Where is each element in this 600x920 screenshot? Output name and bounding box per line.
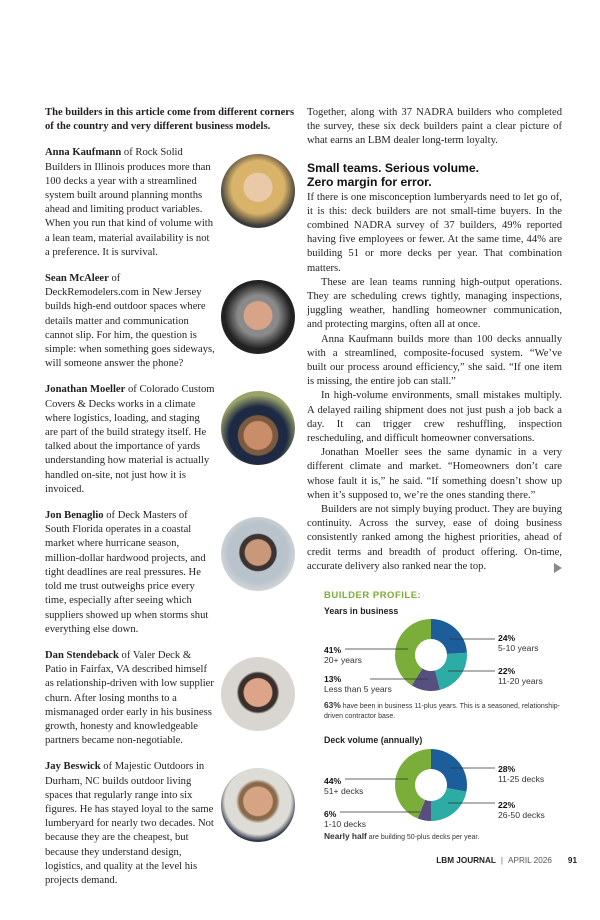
bio-jonathan-moeller — [45, 383, 215, 497]
photo-dan-stendeback — [221, 657, 295, 731]
category: 26-50 decks — [498, 810, 545, 821]
chart-years-in-business — [300, 588, 600, 724]
bio-name: Jon Benaglio — [45, 510, 104, 522]
paragraph: These are lean teams running high-output operations. They are scheduling crews tightly, managing inspections, juggling weather, handling homeowner communication, and protecting margins, often all at once. — [307, 276, 562, 331]
body-text — [307, 191, 562, 574]
chart-title-deck-volume: Deck volume (annually) — [324, 735, 423, 746]
photo-jonathan-moeller — [221, 391, 295, 465]
label-1-10-decks — [324, 809, 366, 829]
bio-text: of Majestic Outdoors in Durham, NC builds outdoor living spaces that regularly range into six figures. He has stayed loyal to the same lumberyard for nearly two decades. Not because they are the cheapest, but because they understand design, logistics, and quality at the level his projects demand. — [45, 761, 214, 886]
pct: 13% — [324, 674, 342, 685]
photo-jon-benaglio — [221, 517, 295, 591]
photo-jay-beswick — [221, 768, 295, 842]
bio-row — [45, 146, 295, 260]
chart-deck-volume — [300, 732, 600, 846]
bio-name: Jonathan Moeller — [45, 384, 126, 396]
bio-name: Anna Kaufmann — [45, 147, 122, 159]
lead-text: Together, along with 37 NADRA builders who completed the survey, these six deck builders paint a clear picture of what earns an LBM dealer long-term loyalty. — [307, 107, 562, 147]
pct: 6% — [324, 809, 337, 820]
category: 11-25 decks — [498, 774, 545, 785]
footer — [307, 856, 577, 865]
bio-sean-mcaleer — [45, 272, 215, 371]
photo-anna-kaufmann — [221, 154, 295, 228]
footer-separator: | — [500, 856, 504, 866]
bio-text: of Colorado Custom Covers & Decks works in a climate where logistics, loading, and staging are part of the build strategy itself. He talked about the importance of yards understanding how material is actually handled on-site, not just how it is invoiced. — [45, 384, 215, 495]
section-heading — [307, 161, 562, 189]
bio-dan-stendeback — [45, 649, 215, 748]
category: 20+ years — [324, 655, 362, 666]
pct: 22% — [498, 800, 516, 811]
paragraph: Anna Kaufmann builds more than 100 decks annually with a streamlined, composite-focused system. “We’ve built our process around efficiency,” she said. “If one item is missing, the entire job can stall.” — [307, 333, 562, 388]
bio-row — [45, 760, 295, 888]
issue-date: APRIL 2026 — [508, 856, 552, 866]
intro-text: The builders in this article come from different corners of the country and very different business models. — [45, 107, 295, 133]
bio-name: Dan Stendeback — [45, 649, 119, 661]
bio-text: of Rock Solid Builders in Illinois produces more than 100 decks a year with a streamlined system built around planning months ahead and limiting product variables. When you run that kind of volume with a lean team, material availability is not a preference. It is survival. — [45, 147, 213, 258]
bio-anna-kaufmann — [45, 146, 215, 260]
paragraph: Builders are not simply buying product. They are buying continuity. Across the survey, ease of doing business consistently ranked among the highest priorities, ahead of credit terms and breadth of product offering. On-time, accurate delivery also ranked near the top. — [307, 504, 562, 572]
category: 1-10 decks — [324, 819, 367, 830]
label-11-25-decks — [498, 764, 544, 784]
caption-bold: Nearly half — [324, 831, 367, 842]
heading-line-2: Zero margin for error. — [307, 174, 432, 189]
chart-title-years: Years in business — [324, 606, 399, 617]
pct: 28% — [498, 764, 516, 775]
right-column — [307, 106, 577, 900]
chart-caption-deck-volume — [324, 832, 564, 843]
bio-jay-beswick — [45, 760, 215, 888]
pct: 44% — [324, 776, 342, 787]
caption-bold: 63% — [324, 700, 341, 711]
photo-sean-mcaleer — [221, 280, 295, 354]
chart-caption-years — [324, 701, 564, 721]
bio-row — [45, 272, 295, 371]
label-5-10-years — [498, 633, 539, 653]
label-26-50-decks — [498, 800, 545, 820]
publication-name: LBM JOURNAL — [436, 856, 496, 866]
bio-text: of Valer Deck & Patio in Fairfax, VA described himself as relationship-driven with low supplier churn. After losing months to a mismanaged order early in his business growth, honesty and knowledgeable partners became non-negotiable. — [45, 649, 214, 747]
category: Less than 5 years — [324, 684, 392, 695]
bio-row — [45, 509, 295, 637]
label-less-than-5-years — [324, 674, 392, 694]
bio-name: Jay Beswick — [45, 761, 101, 773]
builder-profile-kicker: BUILDER PROFILE: — [324, 590, 422, 602]
category: 11-20 years — [498, 676, 543, 687]
paragraph: Jonathan Moeller sees the same dynamic in a very different climate and market. “Homeowners don’t care whose fault it is,” he said. “If something doesn’t show up when it’s supposed to, we’re the ones standing there.” — [307, 447, 562, 501]
label-51-plus-decks — [324, 776, 363, 796]
lead-paragraph — [307, 106, 562, 149]
left-column — [45, 106, 295, 900]
label-20-plus-years — [324, 645, 362, 665]
bio-row — [45, 649, 295, 748]
paragraph: In high-volume environments, small mistakes multiply. A delayed railing shipment does not just push a job back a day. It can trigger crew reshuffling, inspection rescheduling, and difficult homeowner conversations. — [307, 390, 562, 445]
caption-text: have been in business 11-plus years. This is a seasoned, relationship-driven contractor base. — [324, 703, 560, 720]
donut-slice-5-10-years — [431, 619, 467, 654]
pct: 22% — [498, 666, 516, 677]
paragraph: If there is one misconception lumberyards need to let go of, it is this: deck builders are not small-time buyers. In the combined NADRA survey of 37 builders, 49% reported having five employees or fewer. At the same time, 44% are building 51 or more decks per year. That combination matters. — [307, 191, 562, 274]
bio-jon-benaglio — [45, 509, 215, 637]
pct: 24% — [498, 633, 516, 644]
caption-text: are building 50-plus decks per year. — [366, 834, 480, 842]
category: 5-10 years — [498, 643, 539, 654]
page-number: 91 — [567, 856, 577, 866]
pct: 41% — [324, 645, 342, 656]
bio-text: of Deck Masters of South Florida operates in a coastal market where hurricane season, million-dollar hardwood projects, and tight deadlines are real pressures. He told me trust outweighs price every time, especially after seeing which suppliers showed up when storms shut everything else down. — [45, 510, 209, 635]
bio-name: Sean McAleer — [45, 273, 109, 285]
donut-slice-11-25-decks — [431, 749, 467, 792]
donut-slice-26-50-decks — [431, 788, 466, 821]
category: 51+ decks — [324, 786, 364, 797]
heading-line-1: Small teams. Serious volume. — [307, 160, 480, 175]
bio-text: of DeckRemodelers.com in New Jersey builds high-end outdoor spaces where details matter and communication cannot slip. For him, the question is simple: when something goes sideways, will someone answer the phone? — [45, 273, 215, 370]
label-11-20-years — [498, 666, 543, 686]
triangle-right-icon — [554, 563, 562, 573]
bio-row — [45, 383, 295, 497]
